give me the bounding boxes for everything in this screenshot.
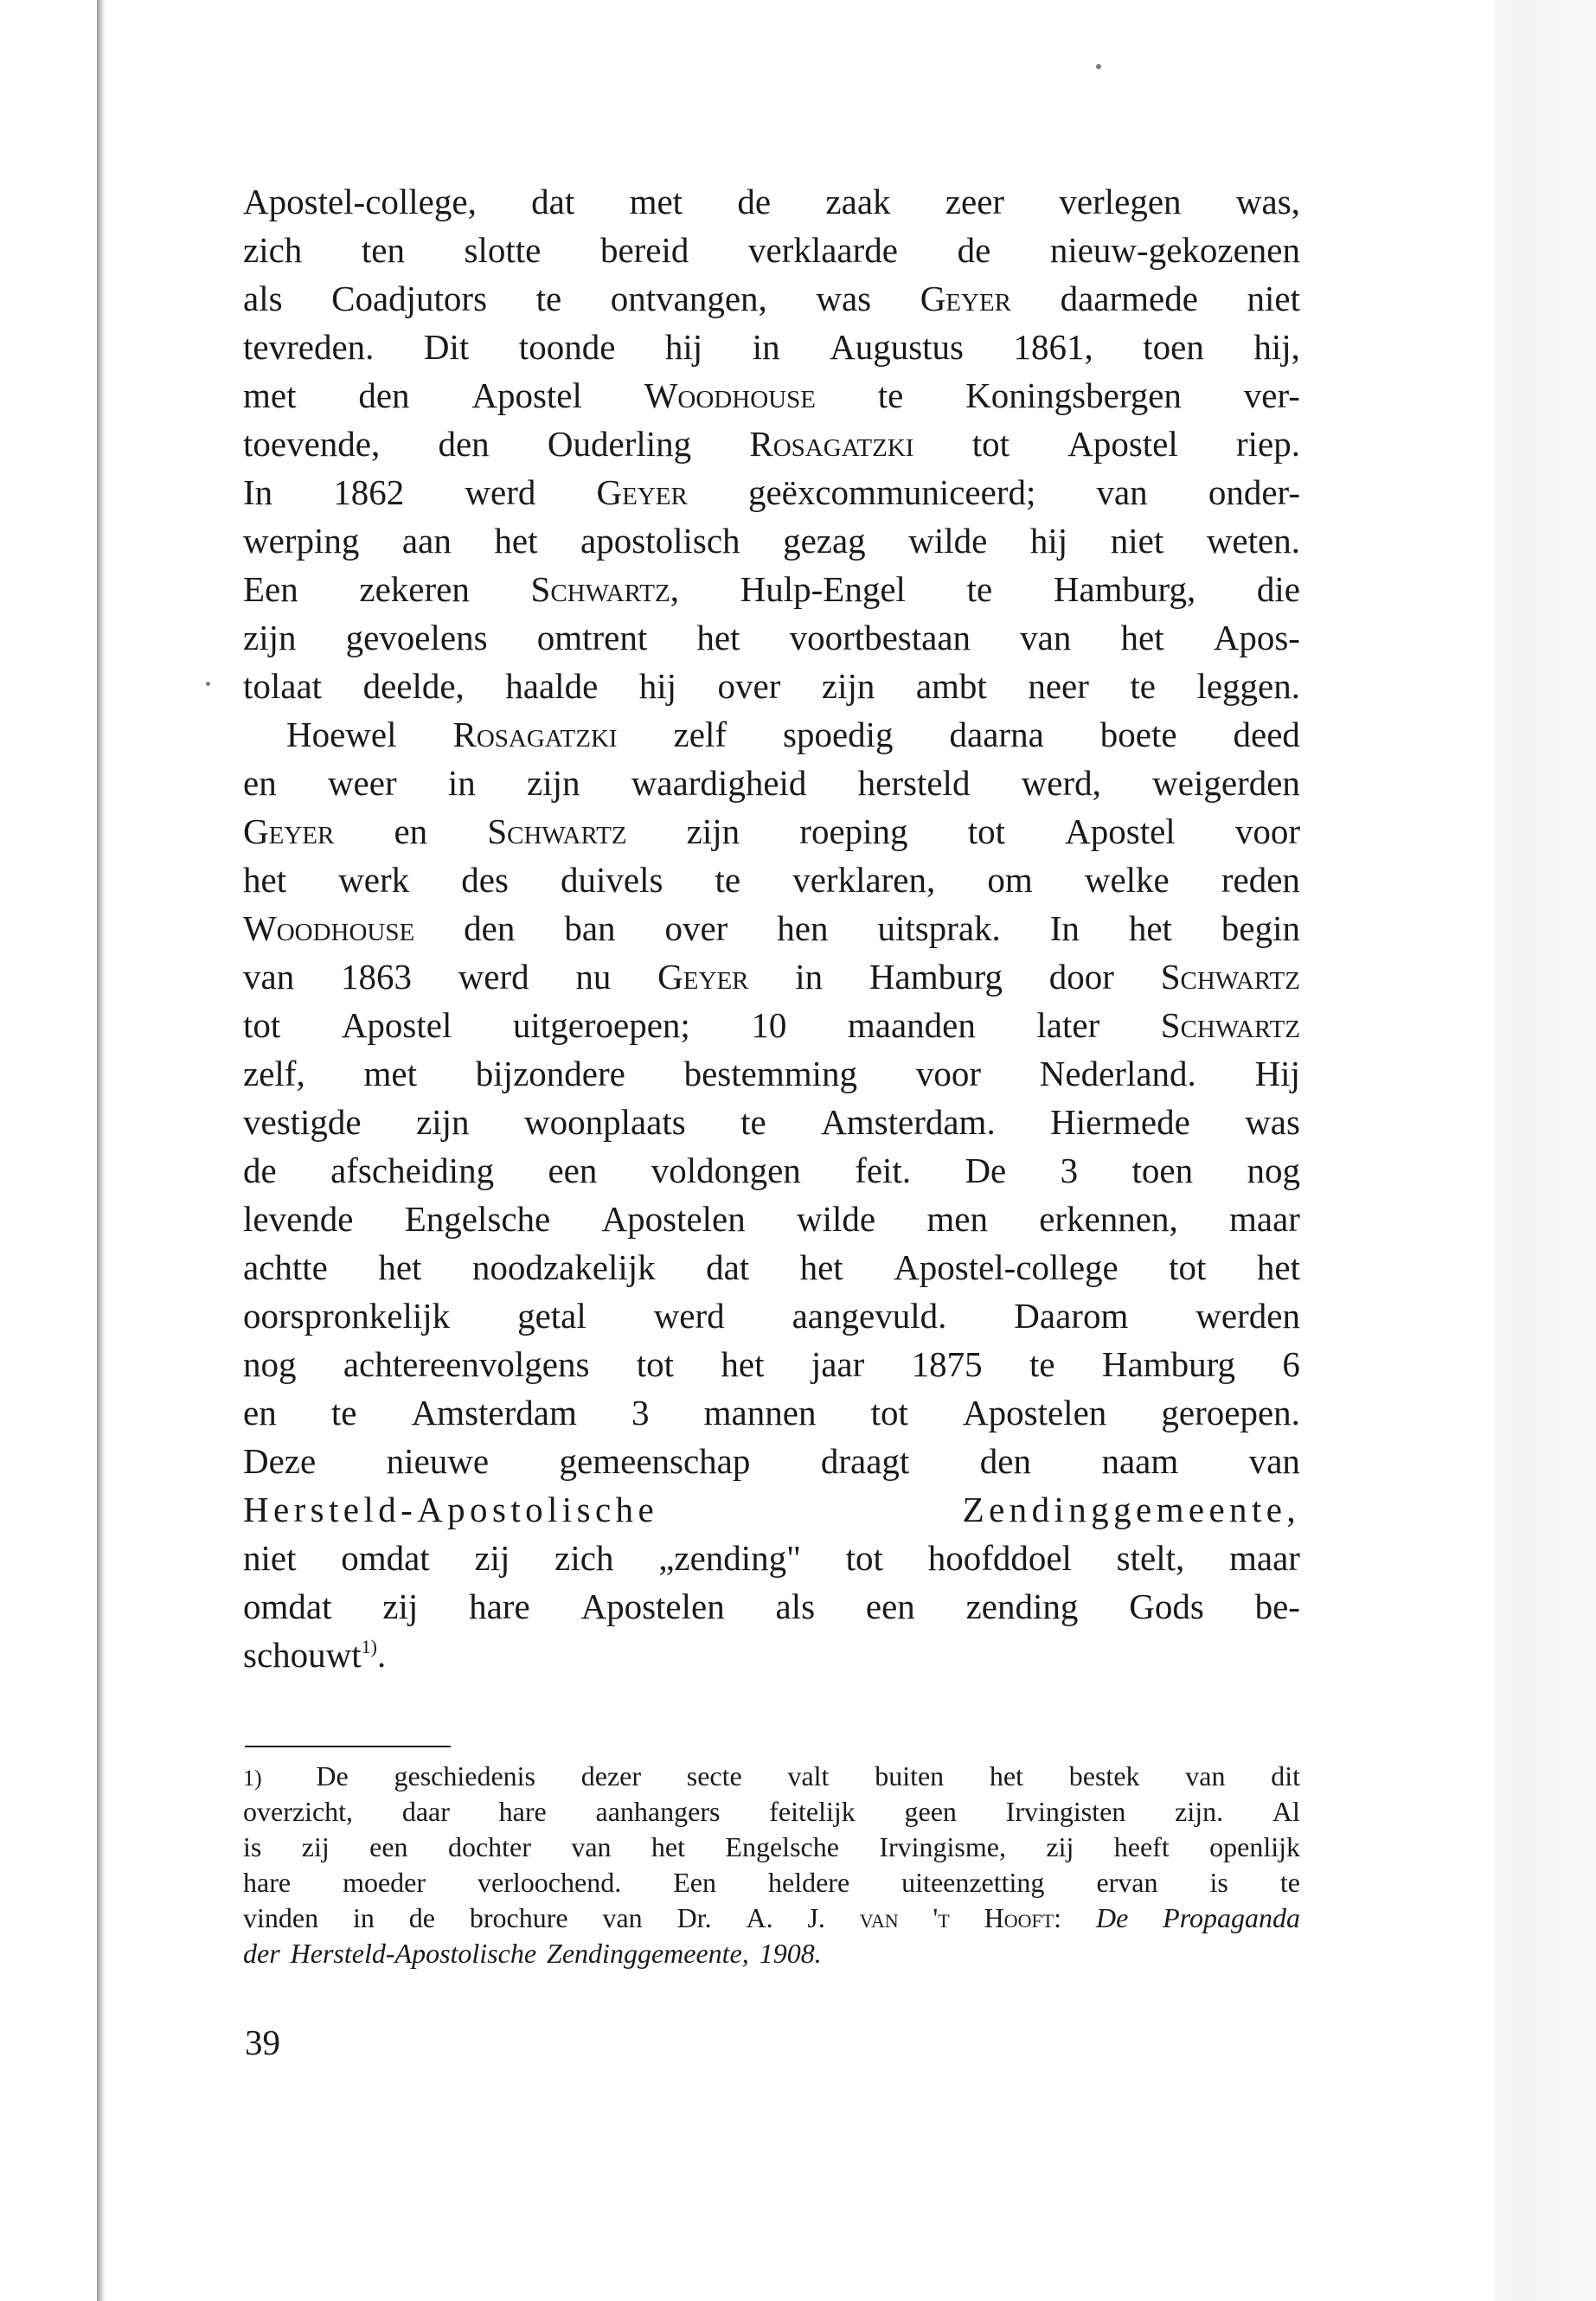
footnote — [243, 1759, 1300, 1971]
page-number: 39 — [245, 2022, 280, 2062]
body-line: levende Engelsche Apostelen wilde men erkennen, maar — [243, 1199, 1300, 1239]
body-line: werping aan het apostolisch gezag wilde hij niet weten. — [243, 521, 1300, 561]
body-line: en weer in zijn waardigheid hersteld werd, weigerden — [243, 763, 1300, 803]
body-line: oorspronkelijk getal werd aangevuld. Daarom werden — [243, 1296, 1300, 1336]
body-line: schouwt$^{1)}$. — [243, 1635, 387, 1675]
body-line: tevreden. Dit toonde hij in Augustus 1861, toen hij, — [243, 327, 1300, 367]
footnote-reference: 1) — [361, 1636, 377, 1657]
body-line: zich ten slotte bereid verklaarde de nieuw-gekozenen — [243, 230, 1300, 270]
footnote-line: hare moeder verloochend. Een heldere uiteenzetting ervan is te — [243, 1867, 1300, 1898]
footnote-line: vinden in de brochure van Dr. A. J. van 't Hooft: De Propaganda — [243, 1902, 1300, 1933]
body-line: Geyer en Schwartz zijn roeping tot Apostel voor — [243, 811, 1300, 851]
body-line: als Coadjutors te ontvangen, was Geyer daarmede niet — [243, 279, 1300, 318]
body-line: van 1863 werd nu Geyer in Hamburg door Schwartz — [243, 957, 1300, 997]
body-line: zelf, met bijzondere bestemming voor Nederland. Hij — [243, 1054, 1300, 1093]
body-line: het werk des duivels te verklaren, om welke reden — [243, 860, 1300, 900]
body-line: met den Apostel Woodhouse te Koningsbergen ver- — [243, 375, 1300, 415]
footnote-line: is zij een dochter van het Engelsche Irvingisme, zij heeft openlijk — [243, 1831, 1300, 1862]
body-line: vestigde zijn woonplaats te Amsterdam. Hiermede was — [243, 1102, 1300, 1142]
footnote-marker: 1) — [243, 1766, 262, 1791]
body-line: niet omdat zij zich „zending" tot hoofddoel stelt, maar — [243, 1538, 1300, 1578]
scan-speck — [206, 682, 210, 686]
body-line: en te Amsterdam 3 mannen tot Apostelen geroepen. — [243, 1393, 1300, 1433]
footnote-line: overzicht, daar hare aanhangers feitelijk geen Irvingisten zijn. Al — [243, 1796, 1300, 1827]
page-right-margin — [1495, 0, 1596, 2301]
body-line: toevende, den Ouderling Rosagatzki tot Apostel riep. — [243, 424, 1300, 464]
footnote-rule — [245, 1746, 451, 1747]
body-line: omdat zij hare Apostelen als een zending Gods be- — [243, 1586, 1300, 1626]
body-line: zijn gevoelens omtrent het voortbestaan van het Apos- — [243, 618, 1300, 657]
body-line: Hersteld-Apostolische Zendinggemeente, — [243, 1490, 1300, 1529]
footnote-line: der Hersteld-Apostolische Zendinggemeente, 1908. — [243, 1938, 822, 1969]
body-line: de afscheiding een voldongen feit. De 3 toen nog — [243, 1150, 1300, 1190]
body-line: In 1862 werd Geyer geëxcommuniceerd; van onder- — [243, 472, 1300, 512]
scan-speck — [1096, 64, 1101, 69]
body-line: Apostel-college, dat met de zaak zeer verlegen was, — [243, 182, 1300, 221]
footnote-line: 1) De geschiedenis dezer secte valt buiten het bestek van dit — [243, 1759, 1300, 1794]
body-line: nog achtereenvolgens tot het jaar 1875 te Hamburg 6 — [243, 1344, 1300, 1384]
body-line: tolaat deelde, haalde hij over zijn ambt neer te leggen. — [243, 666, 1300, 706]
body-line: Hoewel Rosagatzki zelf spoedig daarna boete deed — [286, 715, 1300, 754]
body-text — [243, 177, 1300, 1679]
page-left-edge-shadow — [97, 0, 106, 2301]
body-line: Deze nieuwe gemeenschap draagt den naam van — [243, 1441, 1300, 1481]
body-line: Woodhouse den ban over hen uitsprak. In het begin — [243, 908, 1300, 948]
body-line: Een zekeren Schwartz, Hulp-Engel te Hamburg, die — [243, 569, 1300, 609]
body-line: achtte het noodzakelijk dat het Apostel-college tot het — [243, 1247, 1300, 1287]
body-line: tot Apostel uitgeroepen; 10 maanden later Schwartz — [243, 1005, 1300, 1045]
